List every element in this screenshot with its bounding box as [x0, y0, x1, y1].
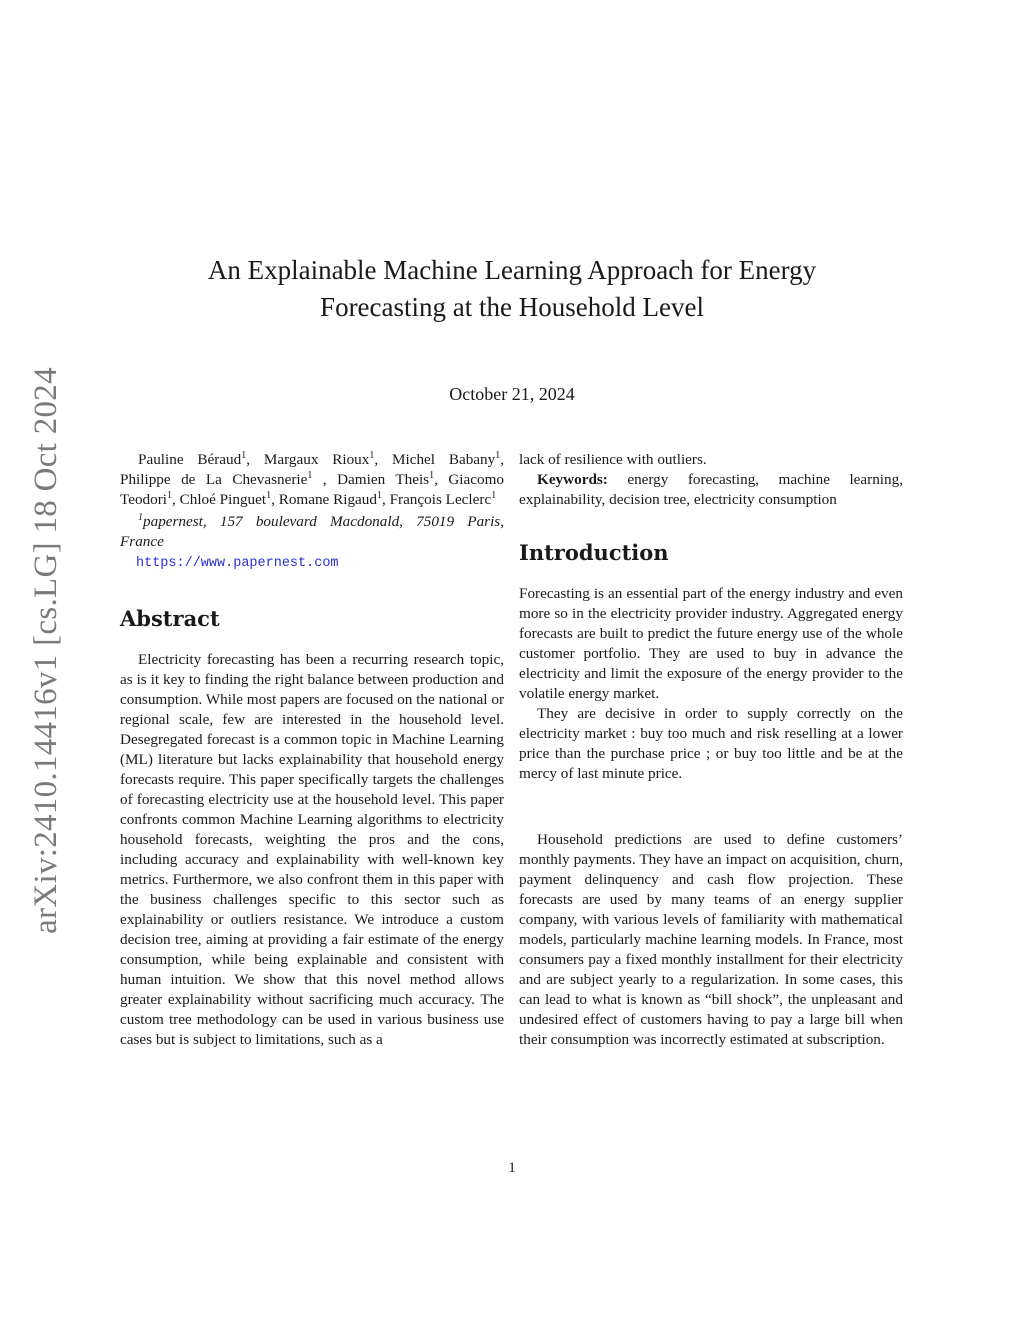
author-affiliation-mark: 1 — [241, 449, 247, 461]
keywords-text: energy forecasting, machine learning, explainability, decision tree, electricity consumption — [519, 471, 903, 508]
author-name: Romane Rigaud — [278, 491, 377, 508]
author-name: Damien Theis — [337, 471, 430, 488]
affiliation — [120, 512, 504, 552]
author-name: Philippe de La Chevasnerie — [120, 471, 308, 488]
title-line-2: Forecasting at the Household Level — [320, 292, 704, 322]
author-name: Giacomo Teodori — [120, 471, 505, 508]
left-column — [120, 450, 504, 1050]
author-affiliation-mark: 1 — [307, 469, 313, 481]
keywords — [519, 470, 903, 510]
paragraph-gap — [519, 784, 903, 830]
abstract-continuation: lack of resilience with outliers. — [519, 451, 707, 468]
abstract-text: Electricity forecasting has been a recurring research topic, as is it key to finding the right balance between production and consumption. While most papers are focused on the national or regional scale, few are interested in the household level. Desegregated forecast is a common topic in Machine Learning (ML) literature but lacks explainability that household energy forecasts require. This paper specifically targets the challenges of forecasting electricity use at the household level. This paper confronts common Machine Learning algorithms to electricity household forecasts, weighting the pros and the cons, including accuracy and explainability with well-known key metrics. Furthermore, we also confront them in this paper with the business challenges specific to this sector such as explainability or outliers resistance. We introduce a custom decision tree, aiming at providing a fair estimate of the energy consumption, while being explainable and consistent with human intuition. We show that this novel method allows greater explainability without sacrificing much accuracy. The custom tree methodology can be used in various business use cases but is subject to limitations, such as a — [120, 651, 504, 1048]
organization-url-link[interactable]: https://www.papernest.com — [136, 556, 339, 571]
intro-paragraph: Household predictions are used to define customers’ monthly payments. They have an impact on acquisition, churn, payment delinquency and cash flow projection. These forecasts are used by many teams of an energy supplier company, with various levels of familiarity with mathematical models, particularly machine learning models. In France, most consumers pay a fixed monthly installment for their electricity and are subject yearly to a regularization. In some cases, this can lead to what is known as “bill shock”, the unpleasant and undesired effect of customers having to pay a large bill when their consumption was incorrectly estimated at subscription. — [519, 831, 903, 1048]
abstract-heading: Abstract — [120, 606, 220, 631]
affiliation-mark: 1 — [138, 511, 143, 523]
paper-date: October 21, 2024 — [449, 384, 575, 404]
intro-paragraph: They are decisive in order to supply correctly on the electricity market : buy too much and risk reselling at a lower price than the purchase price ; or buy too little and be at the mercy of last minute price. — [519, 705, 903, 782]
author-name: François Leclerc — [389, 491, 492, 508]
page-number: 1 — [508, 1160, 516, 1176]
author-affiliation-mark: 1 — [369, 449, 375, 461]
author-name: Pauline Béraud — [138, 451, 242, 468]
author-list: Pauline Béraud$^1$, Margaux Rioux$^1$, Michel Babany$^1$, Philippe de La Chevasnerie$^1$ , Damien Theis$^1$, Giacomo Teodori$^1$, Chloé Pinguet$^1$, Romane Rigaud$^1$, François Leclerc$^1$ — [120, 449, 505, 508]
author-affiliation-mark: 1 — [495, 449, 501, 461]
introduction-heading: Introduction — [519, 540, 669, 565]
author-affiliation-mark: 1 — [266, 489, 272, 501]
author-name: Michel Babany — [391, 451, 496, 468]
intro-paragraph: Forecasting is an essential part of the energy industry and even more so in the electricity provider industry. Aggregated energy forecasts are built to predict the future energy use of the whole customer portfolio. They are used to buy in advance the electricity and limit the exposure of the energy provider to the volatile energy market. — [519, 585, 903, 702]
paper-title — [120, 252, 904, 326]
keywords-label: Keywords: — [537, 471, 608, 488]
author-affiliation-mark: 1 — [376, 489, 382, 501]
affiliation-text: papernest, 157 boulevard Macdonald, 75019 Paris, France — [120, 513, 504, 550]
author-affiliation-mark: 1 — [491, 489, 497, 501]
author-name: Margaux Rioux — [263, 451, 370, 468]
right-column — [519, 450, 903, 1050]
arxiv-identifier: arXiv:2410.14416v1 [cs.LG] 18 Oct 2024 — [27, 366, 64, 934]
arxiv-stamp — [26, 360, 66, 940]
author-affiliation-mark: 1 — [429, 469, 435, 481]
title-line-1: An Explainable Machine Learning Approach for Energy — [207, 255, 817, 285]
author-affiliation-mark: 1 — [167, 489, 173, 501]
author-name: Chloé Pinguet — [179, 491, 267, 508]
